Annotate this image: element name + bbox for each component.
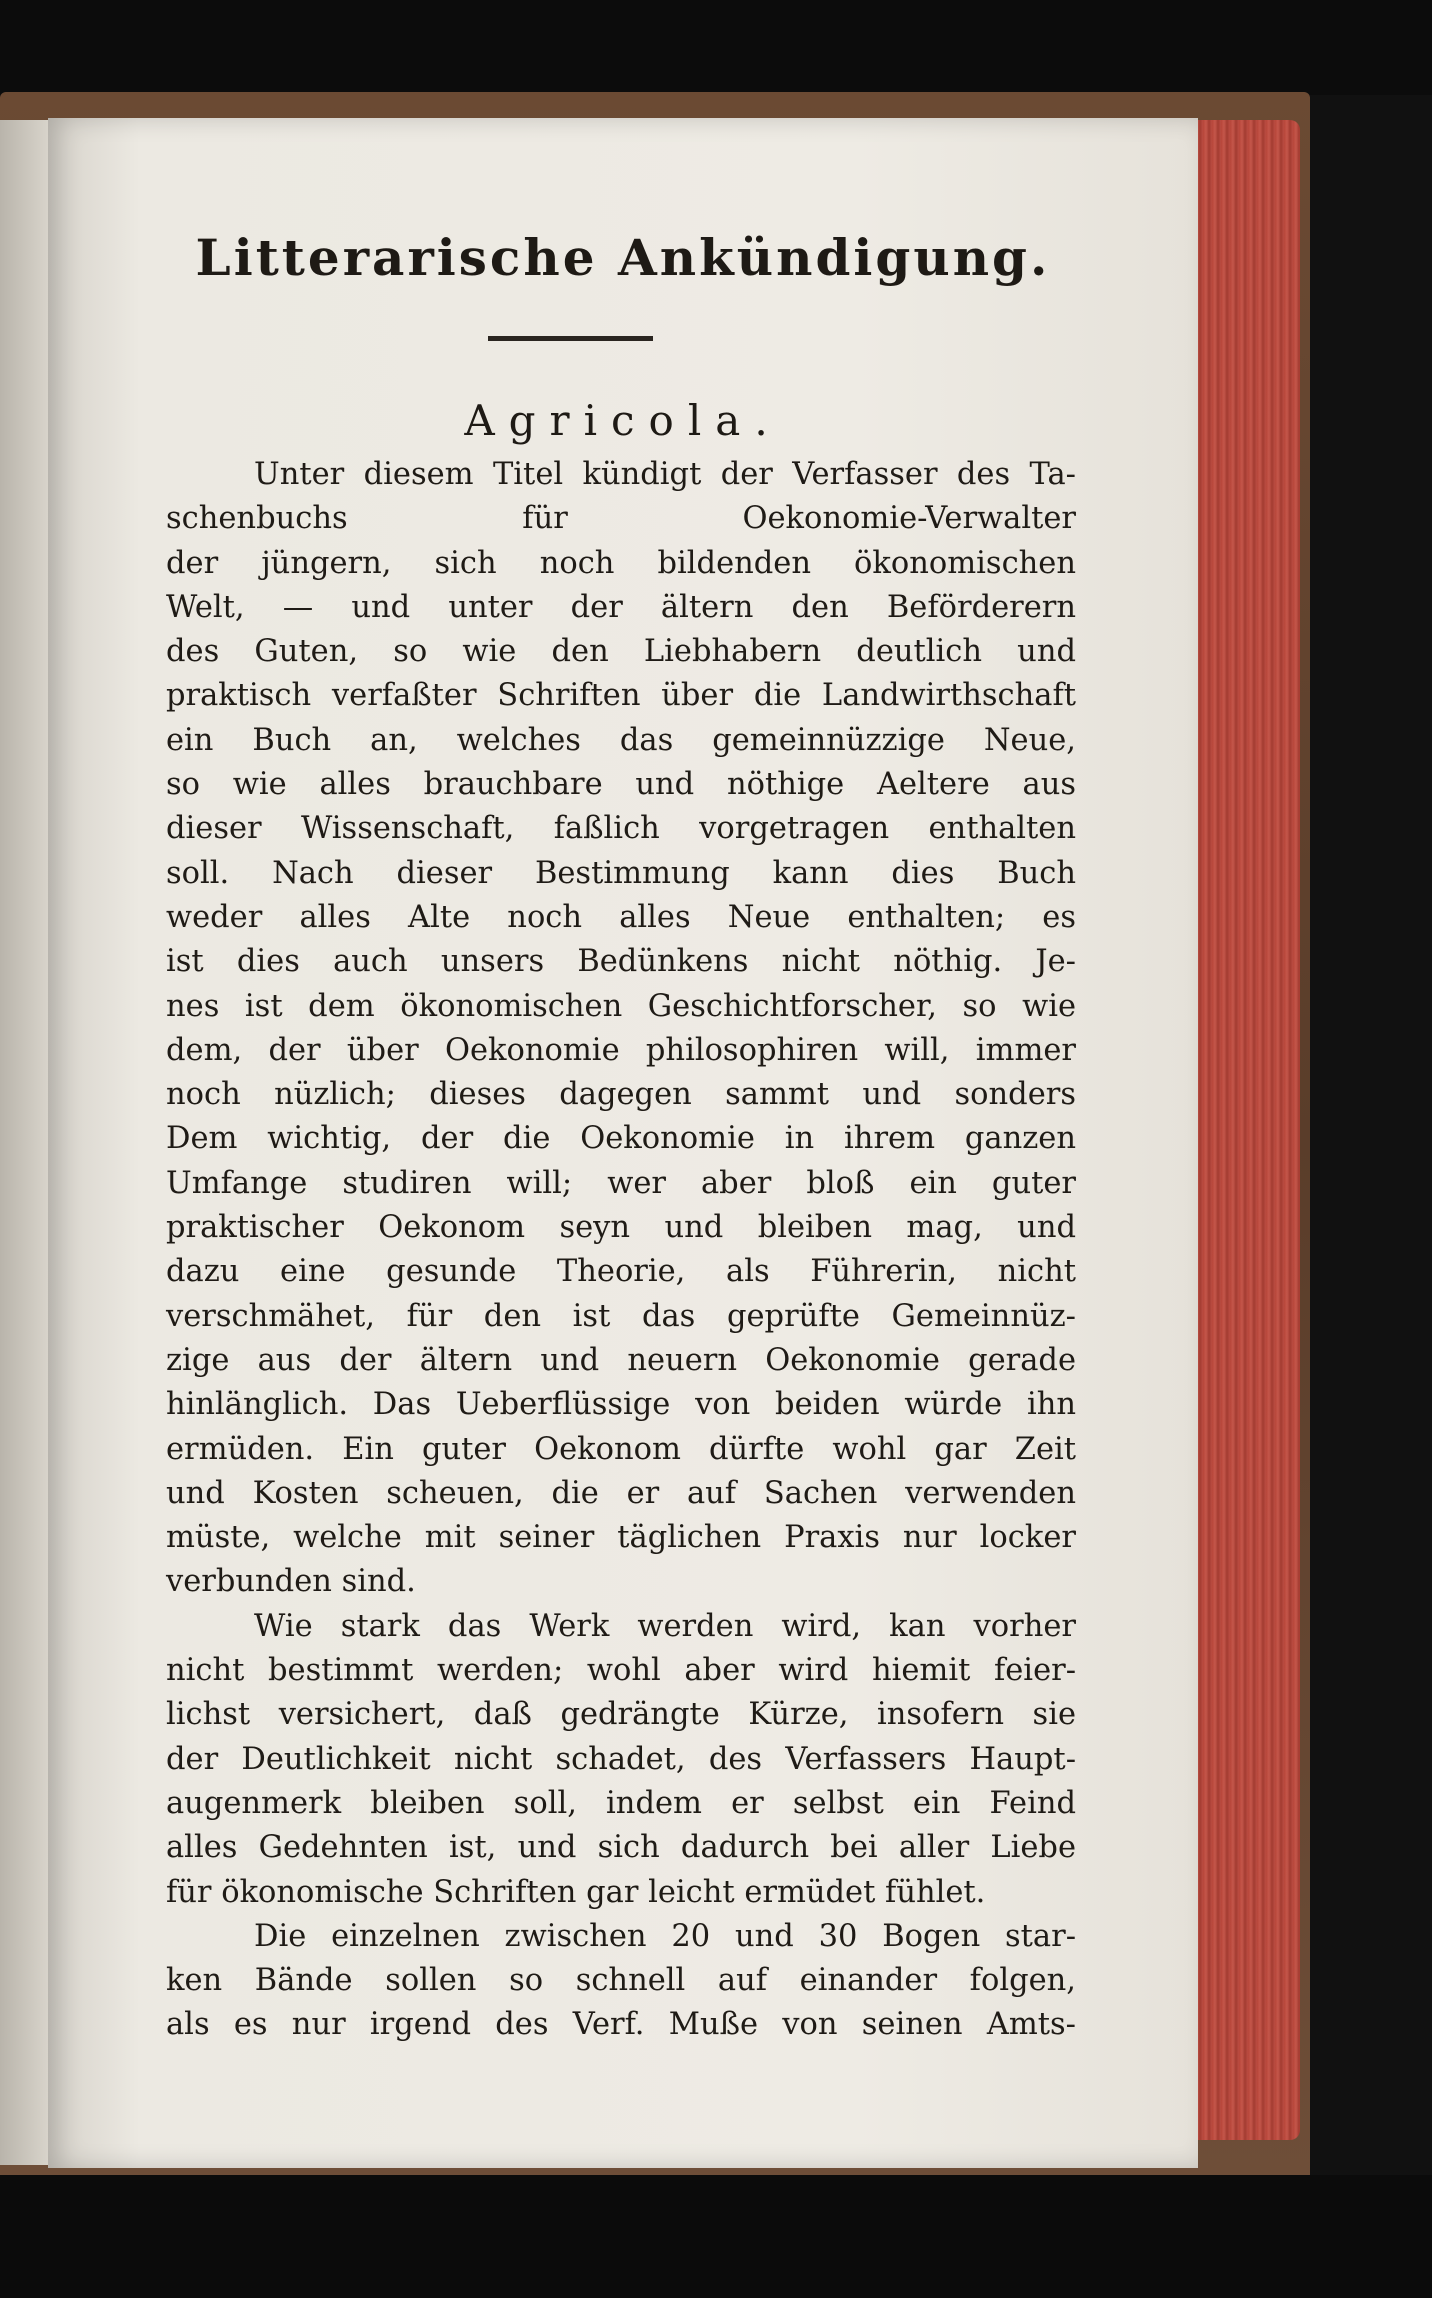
text-line: praktischer Oekonom seyn und bleiben mag, und xyxy=(166,1210,1076,1246)
page-subheading: Agricola. xyxy=(464,396,782,445)
text-line: noch nüzlich; dieses dagegen sammt und sonders xyxy=(166,1077,1076,1113)
background-bottom xyxy=(0,2175,1432,2298)
text-line: ermüden. Ein guter Oekonom dürfte wohl gar Zeit xyxy=(166,1431,1076,1467)
text-line: Welt, — und unter der ältern den Beförderern xyxy=(166,589,1076,625)
text-line: ein Buch an, welches das gemeinnüzzige Neue, xyxy=(166,722,1076,758)
text-line: weder alles Alte noch alles Neue enthalten; es xyxy=(166,899,1076,935)
text-line: nicht bestimmt werden; wohl aber wird hiemit feier- xyxy=(166,1653,1076,1689)
red-page-edges xyxy=(1185,120,1300,2140)
text-line: ken Bände sollen so schnell auf einander folgen, xyxy=(166,1963,1076,1999)
text-line: hinlänglich. Das Ueberflüssige von beiden würde ihn xyxy=(166,1387,1076,1423)
page-heading: Litterarische Ankündigung. xyxy=(195,228,1051,287)
text-line: der Deutlichkeit nicht schadet, des Verfassers Haupt- xyxy=(166,1741,1076,1777)
text-line: des Guten, so wie den Liebhabern deutlich und xyxy=(166,634,1076,670)
text-line: dazu eine gesunde Theorie, als Führerin, nicht xyxy=(166,1254,1076,1290)
book-page xyxy=(48,118,1198,2168)
text-line: dieser Wissenschaft, faßlich vorgetragen enthalten xyxy=(166,811,1076,847)
text-line: als es nur irgend des Verf. Muße von seinen Amts- xyxy=(166,2007,1076,2043)
text-line: Die einzelnen zwischen 20 und 30 Bogen star- xyxy=(254,1918,1076,1954)
text-line: lichst versichert, daß gedrängte Kürze, insofern sie xyxy=(166,1697,1076,1733)
text-line: alles Gedehnten ist, und sich dadurch bei aller Liebe xyxy=(166,1830,1076,1866)
text-line: der jüngern, sich noch bildenden ökonomischen xyxy=(166,545,1076,581)
text-line: zige aus der ältern und neuern Oekonomie gerade xyxy=(166,1342,1076,1378)
text-line: soll. Nach dieser Bestimmung kann dies Buch xyxy=(166,855,1076,891)
text-line: ist dies auch unsers Bedünkens nicht nöthig. Je- xyxy=(166,944,1076,980)
text-line: schenbuchs für Oekonomie-Verwalter xyxy=(166,501,1076,537)
text-line: nes ist dem ökonomischen Geschichtforscher, so wie xyxy=(166,988,1076,1024)
text-line: Unter diesem Titel kündigt der Verfasser des Ta- xyxy=(254,457,1076,492)
text-line: dem, der über Oekonomie philosophiren will, immer xyxy=(166,1032,1076,1068)
text-line: für ökonomische Schriften gar leicht ermüdet fühlet. xyxy=(166,1874,986,1910)
text-line: Dem wichtig, der die Oekonomie in ihrem ganzen xyxy=(166,1121,1076,1157)
text-line: verbunden sind. xyxy=(166,1564,416,1600)
text-line: und Kosten scheuen, die er auf Sachen verwenden xyxy=(166,1475,1076,1511)
left-page-edge xyxy=(0,120,50,2165)
text-line: Wie stark das Werk werden wird, kan vorher xyxy=(254,1608,1076,1644)
text-line: augenmerk bleiben soll, indem er selbst ein Feind xyxy=(166,1785,1076,1821)
background-top xyxy=(0,0,1432,95)
text-line: so wie alles brauchbare und nöthige Aeltere aus xyxy=(166,767,1076,803)
paragraph-1 xyxy=(166,453,1076,1605)
text-line: Umfange studiren will; wer aber bloß ein guter xyxy=(166,1165,1076,1201)
text-line: praktisch verfaßter Schriften über die Landwirthschaft xyxy=(166,678,1076,714)
paragraph-3 xyxy=(166,1915,1076,2048)
paragraph-2 xyxy=(166,1605,1076,1915)
heading-rule xyxy=(488,336,653,341)
body-text xyxy=(166,453,1076,2048)
text-line: verschmähet, für den ist das geprüfte Gemeinnüz- xyxy=(166,1298,1076,1334)
text-line: müste, welche mit seiner täglichen Praxis nur locker xyxy=(166,1520,1076,1556)
